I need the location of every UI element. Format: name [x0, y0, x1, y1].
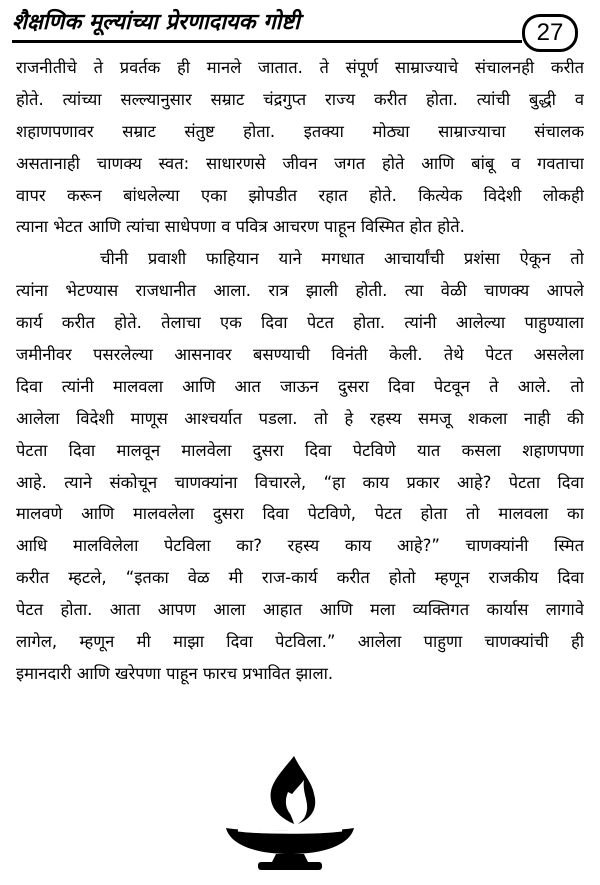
- text-line: जमीनीवर पसरलेल्या आसनावर बसण्याची विनंती केली. तेथे पेटत असलेला: [16, 345, 584, 365]
- text-line: आलेला विदेशी माणूस आश्चर्यात पडला. तो हे रहस्य समजू शकला नाही की: [16, 408, 584, 428]
- oil-lamp-svg: [222, 752, 358, 872]
- text-line: त्यांना भेटण्यास राजधानीत आला. रात्र झाली होती. त्या वेळी चाणक्य आपले: [16, 281, 584, 301]
- oil-lamp-icon: [222, 752, 358, 872]
- book-title: शैक्षणिक मूल्यांच्या प्रेरणादायक गोष्टी: [12, 10, 300, 35]
- text-line: होते. त्यांच्या सल्ल्यानुसार सम्राट चंद्रगुप्त राज्य करीत होता. त्यांची बुद्धी व: [16, 89, 584, 109]
- text-line: इमानदारी आणि खरेपणा पाहून फारच प्रभावित झाला.: [16, 663, 334, 683]
- body-text: [16, 52, 584, 690]
- text-line: लागेल, म्हणून मी माझा दिवा पेटविला.” आलेला पाहुणा चाणक्यांची ही: [16, 632, 584, 652]
- text-line: पेटत होता. आता आपण आला आहात आणि मला व्यक्तिगत कार्यास लागावे: [16, 600, 584, 620]
- page-number-badge: 27: [522, 14, 578, 52]
- text-line: आहे. त्याने संकोचून चाणक्यांना विचारले, “हा काय प्रकार आहे? पेटता दिवा: [16, 472, 584, 492]
- text-line: वापर करून बांधलेल्या एका झोपडीत रहात होते. कित्येक विदेशी लोकही: [16, 185, 584, 205]
- text-line: पेटता दिवा मालवून मालवेला दुसरा दिवा पेटविणे यात कसला शहाणपणा: [16, 440, 584, 460]
- text-line: करीत म्हटले, “इतका वेळ मी राज-कार्य करीत होतो म्हणून राजकीय दिवा: [16, 568, 584, 588]
- text-line: मालवणे आणि मालवलेला दुसरा दिवा पेटविणे, पेटत होता तो मालवला का: [16, 504, 584, 524]
- text-line: दिवा त्यांनी मालवला आणि आत जाऊन दुसरा दिवा पेटवून ते आले. तो: [16, 376, 584, 396]
- text-line: चीनी प्रवाशी फाहियान याने मगधात आचार्यांची प्रशंसा ऐकून तो: [100, 249, 584, 269]
- text-line: आधि मालविलेला पेटविला का? रहस्य काय आहे?” चाणक्यांनी स्मित: [16, 536, 584, 556]
- text-line: त्याना भेटत आणि त्यांचा साधेपणा व पवित्र आचरण पाहून विस्मित होत होते.: [16, 217, 465, 237]
- text-line: शहाणपणावर सम्राट संतुष्ट होता. इतक्या मोठ्या साम्राज्याचा संचालक: [16, 121, 584, 141]
- text-line: कार्य करीत होते. तेलाचा एक दिवा पेटत होता. त्यांनी आलेल्या पाहुण्याला: [16, 313, 584, 333]
- text-line: राजनीतीचे ते प्रवर्तक ही मानले जातात. ते संपूर्ण साम्राज्याचे संचालनही करीत: [16, 58, 584, 77]
- header-rule: [12, 40, 522, 43]
- text-line: असतानाही चाणक्य स्वत: साधारणसे जीवन जगत होते आणि बांबू व गवताचा: [16, 153, 584, 173]
